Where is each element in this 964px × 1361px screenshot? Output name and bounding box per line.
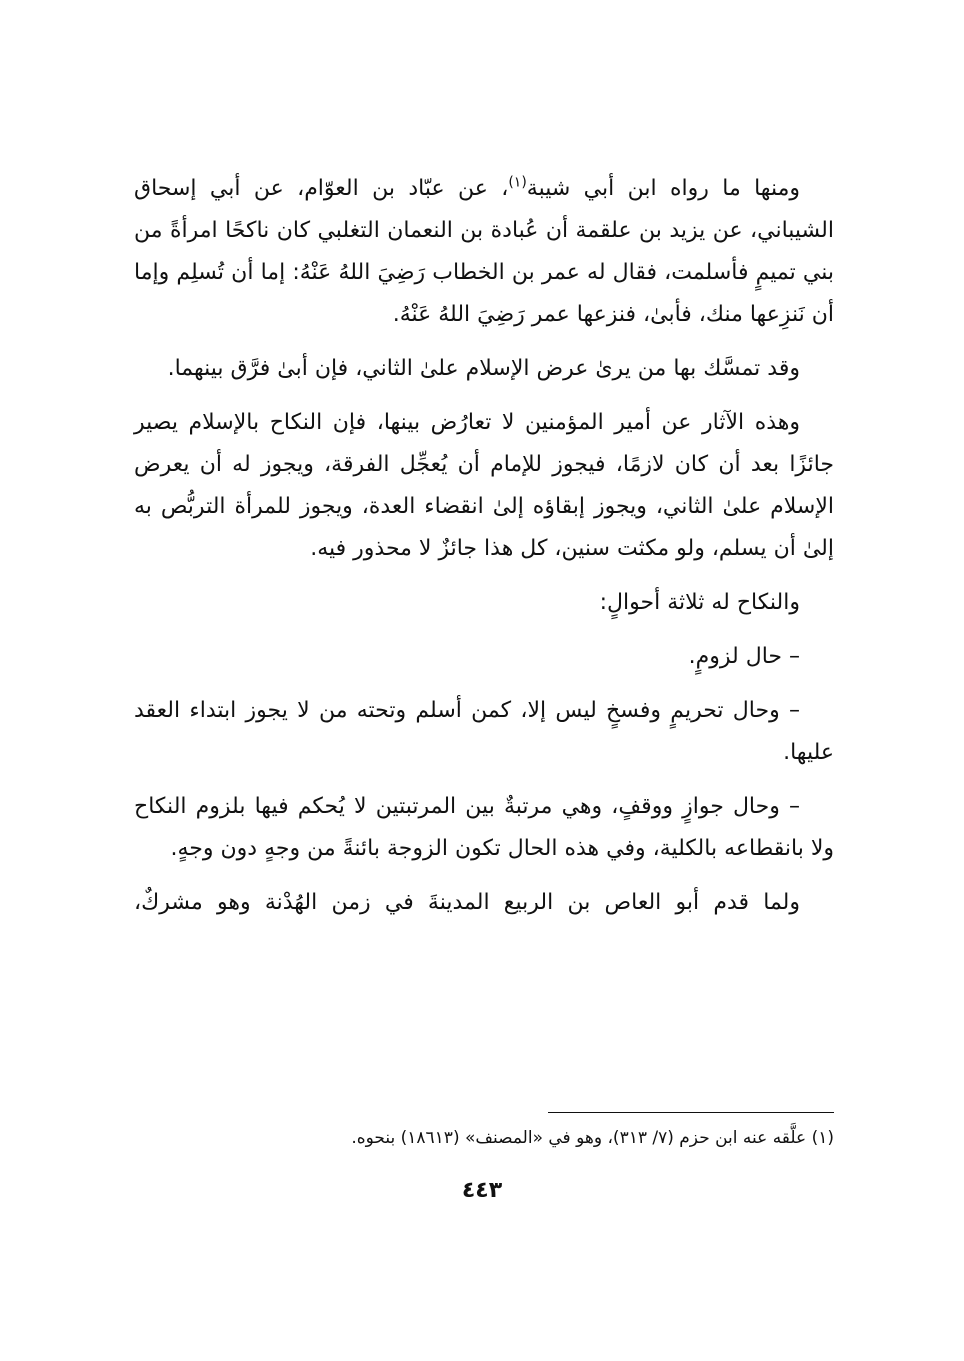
- paragraph-last: ولما قدم أبو العاص بن الربيع المدينةَ في زمن الهُدْنة وهو مشركٌ،: [134, 890, 800, 915]
- footnote: (١) علَّقه عنه ابن حزم (٧/ ٣١٣)، وهو في «المصنف» (١٨٦١٣) بنحوه.: [351, 1128, 834, 1148]
- list-item-2: – وحال تحريمٍ وفسخٍ ليس إلا، كمن أسلم وتحته من لا يجوز ابتداء العقد عليها.: [134, 698, 834, 765]
- paragraph-1: [134, 168, 834, 336]
- footnote-reference: (١): [508, 174, 527, 191]
- paragraph-3: وهذه الآثار عن أمير المؤمنين لا تعارُض بينها، فإن النكاح بالإسلام يصير جائزًا بعد أن كان لازمًا، فيجوز للإمام أن يُعجِّل الفرقة، ويجوز له أن يعرض الإسلام علىٰ الثاني، ويجوز إبقاؤه إلىٰ انقضاء العدة، ويجوز للمرأة التربُّص به إلىٰ أن يسلم، ولو مكثت سنين، كل هذا جائزٌ لا محذور فيه.: [134, 410, 834, 561]
- main-text: [134, 168, 834, 936]
- list-item-1: – حال لزومٍ.: [688, 644, 800, 669]
- page-number: ٤٤٣: [461, 1178, 503, 1203]
- list-item-3: – وحال جوازٍ ووقفٍ، وهي مرتبةٌ بين المرتبتين لا يُحكم فيها بلزوم النكاح ولا بانقطاعه بالكلية، وفي هذه الحال تكون الزوجة بائنةً من وجهٍ دون وجهٍ.: [134, 794, 834, 861]
- paragraph-1-end: ، عن عبّاد بن العوّام، عن أبي إسحاق الشيباني، عن يزيد بن علقمة أن عُبادة بن النعمان التغلبي كان ناكحًا امرأةً من بني تميمٍ فأسلمت، فقال له عمر بن الخطاب رَضِيَ اللهُ عَنْهُ: إما أن تُسلِم وإما أن نَنزِعها منك، فأبىٰ، فنزعها عمر رَضِيَ اللهُ عَنْهُ.: [134, 176, 834, 327]
- paragraph-1-start: ومنها ما رواه ابن أبي شيبة: [526, 176, 800, 201]
- footnote-divider: [548, 1112, 834, 1113]
- paragraph-2: وقد تمسَّك بها من يرىٰ عرض الإسلام علىٰ الثاني، فإن أبىٰ فرَّق بينهما.: [167, 356, 800, 381]
- paragraph-4: والنكاح له ثلاثة أحوالٍ:: [599, 590, 800, 615]
